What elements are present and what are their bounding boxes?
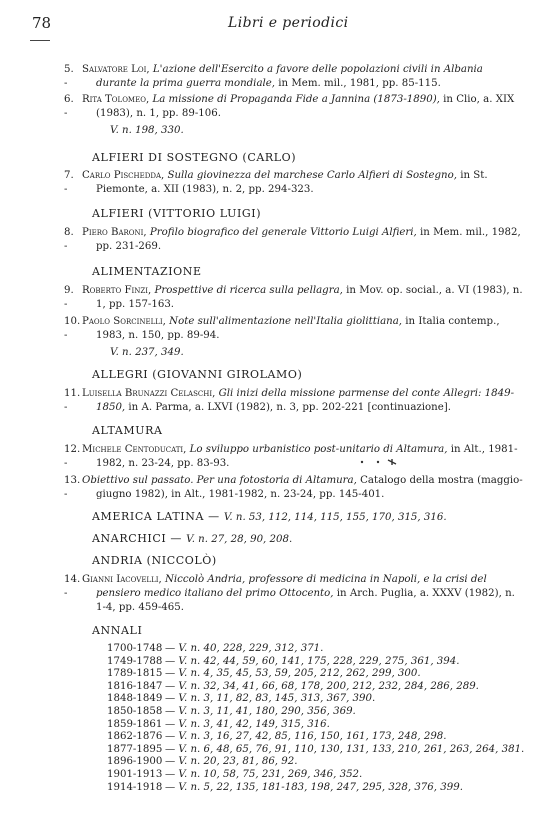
entry-number: 6. - bbox=[64, 94, 74, 119]
entry-number: 9. - bbox=[64, 285, 74, 310]
entry-6 bbox=[64, 93, 524, 121]
annali-refs: — V. n. 3, 11, 41, 180, 290, 356, 369. bbox=[165, 705, 356, 717]
entry-citation: in A. Parma, a. LXVI (1982), n. 3, pp. 202-221 [continuazione]. bbox=[128, 402, 451, 413]
annali-refs: — V. n. 10, 58, 75, 231, 269, 346, 352. bbox=[165, 768, 363, 780]
entry-author: Michele Centoducati, bbox=[82, 444, 187, 455]
entry-citation: in Clio, a. XIX (1983), n. 1, pp. 89-106. bbox=[96, 94, 515, 119]
running-header bbox=[0, 14, 550, 36]
list-item bbox=[107, 719, 527, 732]
section-heading-alfieri-vittorio: ALFIERI (VITTORIO LUIGI) bbox=[92, 207, 262, 220]
list-item bbox=[107, 782, 527, 795]
entry-12 bbox=[64, 443, 524, 471]
entry-title: La missione di Propaganda Fide a Jannina (1873-1890), bbox=[152, 94, 440, 105]
entry-title: Profilo biografico del generale Vittorio Luigi Alfieri, bbox=[149, 227, 417, 238]
entry-title: Lo sviluppo urbanistico post-unitario di Altamura, bbox=[189, 444, 448, 455]
entry-11 bbox=[64, 387, 524, 415]
list-item bbox=[107, 693, 527, 706]
section-heading-andria: ANDRIA (NICCOLÒ) bbox=[92, 554, 217, 567]
annali-refs: — V. n. 40, 228, 229, 312, 371. bbox=[165, 643, 324, 654]
heading-cross-reference: V. n. 53, 112, 114, 115, 155, 170, 315, 316. bbox=[223, 512, 447, 523]
list-item bbox=[107, 656, 527, 669]
entry-5 bbox=[64, 63, 524, 91]
annali-refs: — V. n. 3, 16, 27, 42, 85, 116, 150, 161, 173, 248, 298. bbox=[165, 731, 447, 743]
entry-number: 12. - bbox=[64, 444, 81, 469]
section-heading-annali: ANNALI bbox=[92, 624, 143, 637]
entry-author: Salvatore Loi, bbox=[82, 64, 150, 75]
entry-10 bbox=[64, 315, 524, 343]
entry-number: 14. - bbox=[64, 574, 81, 599]
annali-refs: — V. n. 3, 41, 42, 149, 315, 316. bbox=[165, 718, 330, 730]
list-item bbox=[107, 643, 527, 656]
entry-number: 8. - bbox=[64, 227, 74, 252]
list-item bbox=[107, 731, 527, 744]
entry-number: 7. - bbox=[64, 170, 74, 195]
entry-7 bbox=[64, 169, 524, 197]
annali-years: 1862-1876 bbox=[107, 731, 163, 743]
page-number-rule bbox=[30, 40, 50, 41]
list-item bbox=[107, 756, 527, 769]
entry-author: Carlo Pischedda, bbox=[82, 170, 165, 181]
list-item bbox=[107, 681, 527, 694]
list-item bbox=[107, 769, 527, 782]
annali-refs: — V. n. 3, 11, 82, 83, 145, 313, 367, 390. bbox=[165, 693, 376, 705]
section-heading-anarchici bbox=[92, 532, 292, 545]
entry-8 bbox=[64, 226, 524, 254]
entry-title: L'azione dell'Esercito a favore delle popolazioni civili in Albania durante la prima guerra mondiale, bbox=[96, 64, 483, 89]
entry-14 bbox=[64, 573, 524, 615]
entry-author: Piero Baroni, bbox=[82, 227, 147, 238]
entry-number: 13. - bbox=[64, 475, 81, 500]
entry-author: Gianni Iacovelli, bbox=[82, 574, 162, 585]
annali-years: 1749-1788 bbox=[107, 655, 163, 667]
annali-refs: — V. n. 6, 48, 65, 76, 91, 110, 130, 131, 133, 210, 261, 263, 264, 381. bbox=[165, 743, 525, 755]
annali-years: 1901-1913 bbox=[107, 768, 163, 780]
entry-title: Gli inizi della missione parmense del conte Allegri: 1849-1850, bbox=[96, 388, 515, 413]
entry-number: 10. - bbox=[64, 316, 81, 341]
annali-years: 1877-1895 bbox=[107, 743, 163, 755]
list-item bbox=[107, 668, 527, 681]
annali-years: 1850-1858 bbox=[107, 705, 163, 717]
cross-reference: V. n. 237, 349. bbox=[110, 347, 184, 358]
annali-refs: — V. n. 20, 23, 81, 86, 92. bbox=[165, 756, 298, 768]
list-item bbox=[107, 744, 527, 757]
entry-title: Niccolò Andria, professore di medicina in Napoli, e la crisi del pensiero medico italiano del primo Ottocento, bbox=[96, 574, 487, 599]
section-heading-alimentazione: ALIMENTAZIONE bbox=[92, 265, 202, 278]
entry-citation: in Arch. Puglia, a. XXXV (1982), n. 1-4, pp. 459-465. bbox=[96, 588, 515, 613]
list-item bbox=[107, 706, 527, 719]
entry-citation: Catalogo della mostra (maggio-giugno 1982), in Alt., 1981-1982, n. 23-24, pp. 145-401. bbox=[96, 475, 523, 500]
annali-refs: — V. n. 42, 44, 59, 60, 141, 175, 228, 229, 275, 361, 394. bbox=[165, 655, 460, 667]
entry-title: Sulla giovinezza del marchese Carlo Alfieri di Sostegno, bbox=[167, 170, 457, 181]
section-heading-alfieri-carlo: ALFIERI DI SOSTEGNO (CARLO) bbox=[92, 151, 297, 164]
entry-citation: in Alt., 1981-1982, n. 23-24, pp. 83-93. bbox=[96, 444, 518, 469]
annali-refs: — V. n. 4, 35, 45, 53, 59, 205, 212, 262, 299, 300. bbox=[165, 668, 421, 680]
annali-list bbox=[107, 643, 527, 794]
section-heading-altamura: ALTAMURA bbox=[92, 424, 163, 437]
annali-years: 1816-1847 bbox=[107, 680, 163, 692]
section-heading-america-latina bbox=[92, 510, 447, 523]
entry-number: 5. - bbox=[64, 64, 74, 89]
heading-cross-reference: V. n. 27, 28, 90, 208. bbox=[186, 534, 293, 545]
entry-author: Roberto Finzi, bbox=[82, 285, 152, 296]
annali-years: 1859-1861 bbox=[107, 718, 163, 730]
entry-citation: in Mem. mil., 1982, pp. 231-269. bbox=[96, 227, 521, 252]
running-title: Libri e periodici bbox=[228, 15, 349, 31]
entry-citation: in St. Piemonte, a. XII (1983), n. 2, pp. 294-323. bbox=[96, 170, 488, 195]
entry-9 bbox=[64, 284, 524, 312]
annali-years: 1848-1849 bbox=[107, 693, 163, 705]
annali-years: 1700-1748 bbox=[107, 643, 163, 654]
page-number: 78 bbox=[32, 14, 52, 32]
heading-label: AMERICA LATINA — bbox=[92, 510, 220, 523]
annali-refs: — V. n. 5, 22, 135, 181-183, 198, 247, 295, 328, 376, 399. bbox=[165, 781, 463, 793]
entry-author: Luisella Brunazzi Celaschi, bbox=[82, 388, 216, 399]
entry-author: Rita Tolomeo, bbox=[82, 94, 150, 105]
entry-number: 11. - bbox=[64, 388, 81, 413]
annali-years: 1896-1900 bbox=[107, 756, 163, 768]
entry-13 bbox=[64, 474, 524, 502]
entry-citation: in Mov. op. social., a. VI (1983), n. 1, pp. 157-163. bbox=[96, 285, 523, 310]
annali-years: 1914-1918 bbox=[107, 781, 163, 793]
entry-title: Obiettivo sul passato. Per una fotostoria di Altamura, bbox=[82, 475, 357, 486]
entry-author: Paolo Sorcinelli, bbox=[82, 316, 166, 327]
heading-label: ANARCHICI — bbox=[92, 532, 183, 545]
section-heading-allegri: ALLEGRI (GIOVANNI GIROLAMO) bbox=[92, 368, 303, 381]
ink-mark bbox=[352, 458, 402, 468]
entry-title: Note sull'alimentazione nell'Italia giolittiana, bbox=[169, 316, 403, 327]
annali-refs: — V. n. 32, 34, 41, 66, 68, 178, 200, 212, 232, 284, 286, 289. bbox=[165, 680, 479, 692]
annali-years: 1789-1815 bbox=[107, 668, 163, 680]
entry-citation: in Mem. mil., 1981, pp. 85-115. bbox=[278, 78, 441, 89]
cross-reference: V. n. 198, 330. bbox=[110, 125, 184, 136]
entry-title: Prospettive di ricerca sulla pellagra, bbox=[154, 285, 343, 296]
entry-citation: in Italia contemp., 1983, n. 150, pp. 89-94. bbox=[96, 316, 500, 341]
